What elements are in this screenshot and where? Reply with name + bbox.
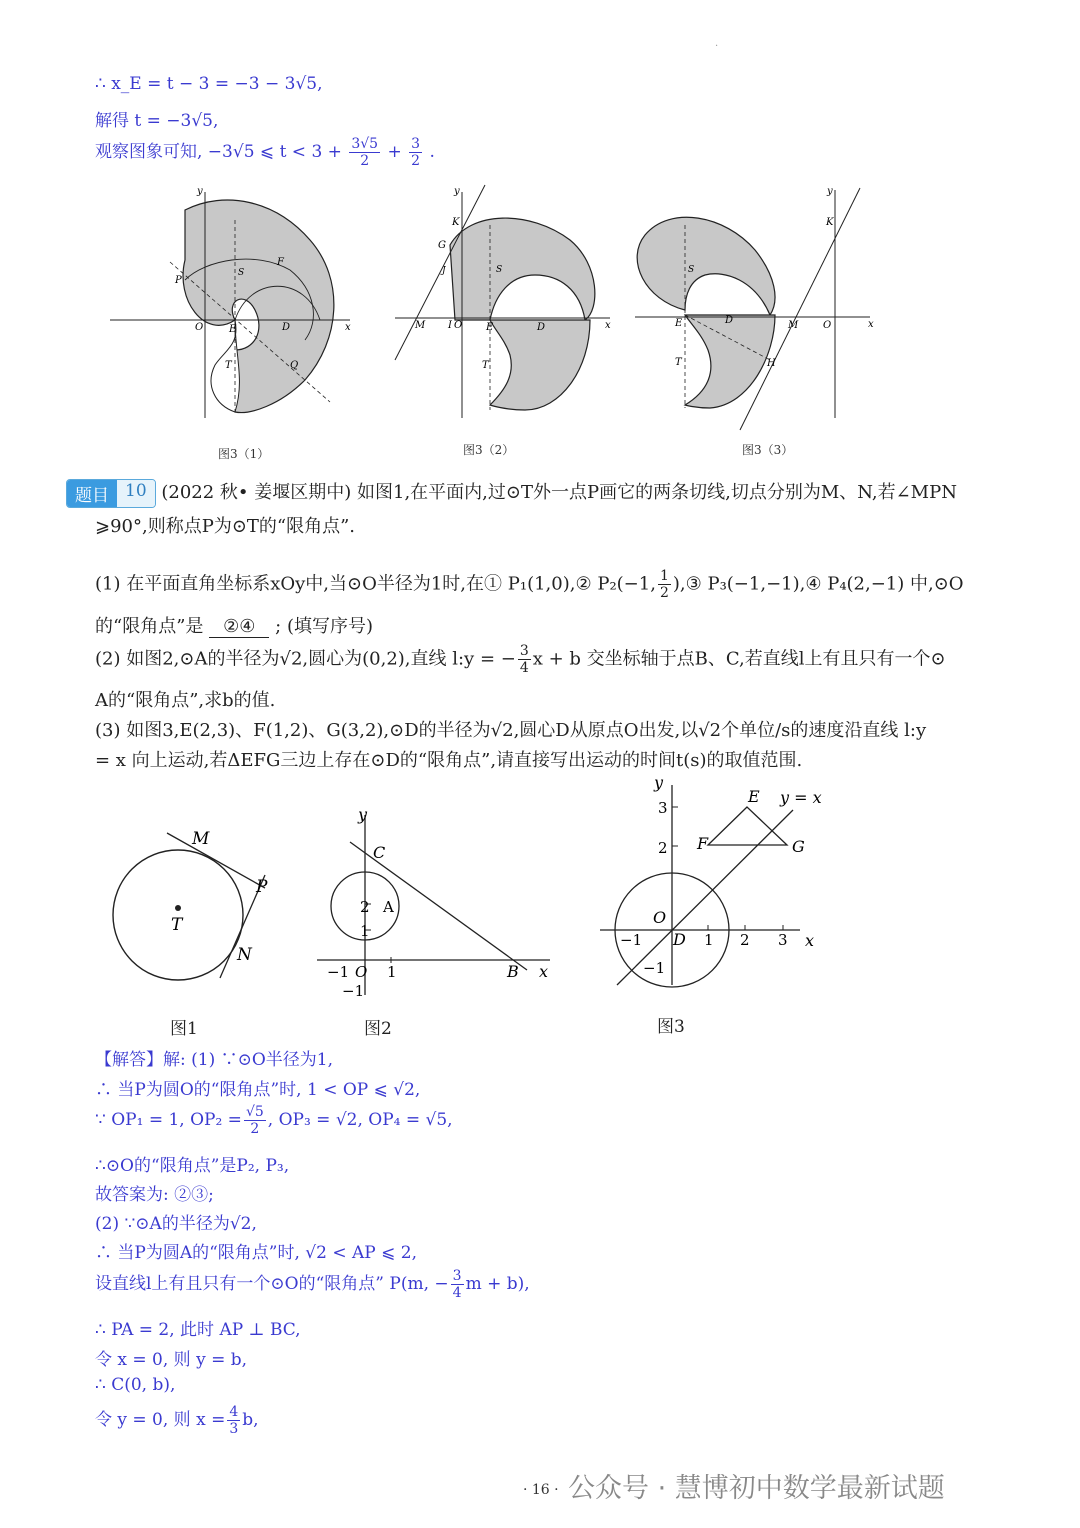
fig2 xyxy=(317,805,550,1000)
top-line-3-end: . xyxy=(429,142,435,162)
fig-3-2-label-o: O xyxy=(454,320,463,331)
top-line-3 xyxy=(95,136,435,169)
figure-3-set xyxy=(105,180,885,440)
part1-line-1: (1) 在平面直角坐标系xOy中,当⊙O半径为1时,在① P₁(1,0),② P₂(−1, $\frac{1}{2}$ ),③ P₃(−1,−1),④ P₄(2,−1) 中,⊙O xyxy=(95,568,964,601)
figure-3-3 xyxy=(635,186,874,430)
problem-intro-line-2: ⩾90°,则称点P为⊙T的“限角点”. xyxy=(95,516,356,537)
page-number: · 16 · xyxy=(523,1482,559,1498)
frac-3-over-4: $\frac{3}{4}$ xyxy=(519,643,529,676)
fig-3-2-label-x: x xyxy=(605,320,611,331)
part2-line-2: A的“限角点”,求b的值. xyxy=(95,690,276,711)
fig2-label-b: B xyxy=(507,962,519,981)
fig2-label-neg1-y: −1 xyxy=(342,982,365,1000)
fig-3-3-label-m: M xyxy=(788,320,799,331)
frac-3-over-4-sol: $\frac{3}{4}$ xyxy=(452,1268,462,1301)
fig2-label-neg1-x: −1 xyxy=(327,963,350,981)
fig-3-2-label-e: E xyxy=(486,322,494,333)
problem-badge: 题目 10 xyxy=(66,479,156,508)
fig2-caption: 图2 xyxy=(364,1019,392,1039)
top-line-3-plus: + xyxy=(387,142,402,162)
frac-3sqrt5-over-2: $\frac{3√5}{2}$ xyxy=(351,136,379,169)
fig-3-2-label-d: D xyxy=(537,322,546,333)
solution-line-5: 故答案为: ②③; xyxy=(95,1185,214,1205)
fig-3-1-label-p: P xyxy=(175,275,182,286)
fig-3-3-label-y: y xyxy=(827,186,833,197)
fig-3-2-label-s: S xyxy=(496,265,503,275)
fig3-label-3: 3 xyxy=(658,799,668,817)
fig3-label-2-x: 2 xyxy=(740,931,750,949)
fig3-label-2: 2 xyxy=(658,839,668,857)
top-line-1: ∴ x_E = t − 3 = −3 − 3√5, xyxy=(95,74,323,94)
fig-3-1-label-y: y xyxy=(197,186,203,197)
top-line-3-pre: 观察图象可知, −3√5 ⩽ t < 3 + xyxy=(95,142,342,162)
fig-3-3-label-x: x xyxy=(868,319,874,330)
fig-3-1-label-x: x xyxy=(345,322,351,333)
top-line-2: 解得 t = −3√5, xyxy=(95,111,219,131)
fig3-label-d: D xyxy=(673,930,686,949)
part3-line-1: (3) 如图3,E(2,3)、F(1,2)、G(3,2),⊙D的半径为√2,圆心D从原点O出发,以√2个单位/s的速度沿直线 l:y xyxy=(95,720,927,741)
solution-line-4: ∴⊙O的“限角点”是P₂, P₃, xyxy=(95,1156,290,1176)
frac-sqrt5-over-2: $\frac{√5}{2}$ xyxy=(245,1104,264,1137)
fig1 xyxy=(113,829,268,980)
fig3 xyxy=(600,773,822,987)
fig-3-1-label-t: T xyxy=(225,360,232,371)
fig-3-3-label-o: O xyxy=(823,320,832,331)
watermark: 公众号 · 慧博初中数学最新试题 xyxy=(568,1473,945,1504)
fig-3-2-label-y: y xyxy=(454,186,460,197)
fig-3-2-label-j: J xyxy=(442,266,446,276)
fig-3-1-caption: 图3（1） xyxy=(218,447,270,461)
fig-3-1-label-o: O xyxy=(195,322,204,333)
fig3-label-g: G xyxy=(792,837,805,856)
solution-line-3: ∵ OP₁ = 1, OP₂ = $\frac{√5}{2}$ , OP₃ = √2, OP₄ = √5, xyxy=(95,1104,453,1137)
fig3-label-1: 1 xyxy=(704,931,714,949)
fig2-label-y: y xyxy=(358,805,368,824)
part2-line-1: (2) 如图2,⊙A的半径为√2,圆心为(0,2),直线 l:y = − $\frac{3}{4}$ x + b 交坐标轴于点B、C,若直线l上有且只有一个⊙ xyxy=(95,643,946,676)
fig-3-3-label-h: H xyxy=(767,358,776,369)
solution-line-7: ∴ 当P为圆A的“限角点”时, √2 < AP ⩽ 2, xyxy=(95,1243,417,1263)
solution-line-9: ∴ PA = 2, 此时 AP ⊥ BC, xyxy=(95,1320,301,1340)
part1-answer: ②④ xyxy=(209,616,269,638)
fig-3-2-label-m: M xyxy=(415,320,426,331)
solution-line-8: 设直线l上有且只有一个⊙O的“限角点” P(m, − $\frac{3}{4}$ m + b), xyxy=(95,1268,530,1301)
fig2-label-2: 2 xyxy=(360,898,370,916)
fig2-label-o: O xyxy=(355,963,368,981)
part1-line-2: 的“限角点”是 ②④ ; (填写序号) xyxy=(95,616,373,637)
fig-3-1-label-d: D xyxy=(282,322,291,333)
solution-line-2: ∴ 当P为圆O的“限角点”时, 1 < OP ⩽ √2, xyxy=(95,1080,421,1100)
fig-3-3-label-t: T xyxy=(675,357,682,368)
fig2-label-1-x: 1 xyxy=(387,963,397,981)
fig2-label-c: C xyxy=(373,843,386,862)
fig-3-3-label-e: E xyxy=(675,318,683,329)
solution-line-1: 【解答】解: (1) ∵⊙O半径为1, xyxy=(95,1050,334,1070)
fig3-label-e: E xyxy=(748,787,760,806)
fig1-label-p: P xyxy=(256,877,268,897)
top-dot: . xyxy=(715,38,719,49)
fig-3-3-label-s: S xyxy=(688,265,695,275)
problem-intro-text-1: (2022 秋• 姜堰区期中) 如图1,在平面内,过⊙T外一点P画它的两条切线,切点分别为M、N,若∠MPN xyxy=(161,482,957,503)
part3-line-2: = x 向上运动,若ΔEFG三边上存在⊙D的“限角点”,请直接写出运动的时间t(s)的取值范围. xyxy=(95,750,803,771)
solution-line-12: 令 y = 0, 则 x = $\frac{4}{3}$ b, xyxy=(95,1404,259,1437)
fig-3-1-label-f: F xyxy=(277,257,284,268)
fig3-label-y: y xyxy=(654,773,664,792)
fig-3-3-label-k: K xyxy=(826,217,834,228)
fig3-label-neg1-x: −1 xyxy=(620,931,643,949)
fig-3-2-label-i: I xyxy=(448,320,452,331)
fig-3-1-label-e: E xyxy=(229,324,237,335)
frac-3-over-2: $\frac{3}{2}$ xyxy=(411,136,421,169)
fig2-label-x: x xyxy=(539,962,549,981)
fig-3-2-caption: 图3（2） xyxy=(463,443,515,457)
fig3-label-yx: y = x xyxy=(780,788,822,807)
fig-3-2-label-g: G xyxy=(438,240,446,251)
fig3-label-neg1-y: −1 xyxy=(643,959,666,977)
fig3-label-x: x xyxy=(805,931,815,950)
problem-intro-line-1 xyxy=(66,478,957,508)
problem-figures xyxy=(95,770,855,1030)
solution-line-11: ∴ C(0, b), xyxy=(95,1375,176,1395)
fig3-label-f: F xyxy=(697,834,709,853)
fig1-label-n: N xyxy=(237,945,252,965)
fig1-caption: 图1 xyxy=(170,1019,198,1039)
figure-3-1 xyxy=(110,186,351,418)
solution-line-6: (2) ∵⊙A的半径为√2, xyxy=(95,1214,257,1234)
fig-3-3-label-d: D xyxy=(725,315,734,326)
fig3-label-o: O xyxy=(653,908,667,927)
fig-3-2-label-t: T xyxy=(482,360,489,371)
fig-3-2-label-k: K xyxy=(452,217,460,228)
frac-4-over-3: $\frac{4}{3}$ xyxy=(229,1404,239,1437)
fig3-caption: 图3 xyxy=(657,1017,685,1037)
fig-3-1-label-s: S xyxy=(238,268,245,278)
fig3-label-3-x: 3 xyxy=(778,931,788,949)
fig1-label-m: M xyxy=(192,829,210,849)
fig-3-3-caption: 图3（3） xyxy=(742,443,794,457)
fig-3-1-label-q: Q xyxy=(290,360,299,371)
fig2-label-1: 1 xyxy=(360,922,370,940)
fig2-label-a: A xyxy=(383,898,394,916)
fig1-label-t: T xyxy=(171,915,183,935)
solution-line-10: 令 x = 0, 则 y = b, xyxy=(95,1350,248,1370)
figure-3-2 xyxy=(395,185,611,418)
frac-1-over-2: $\frac{1}{2}$ xyxy=(659,568,669,601)
